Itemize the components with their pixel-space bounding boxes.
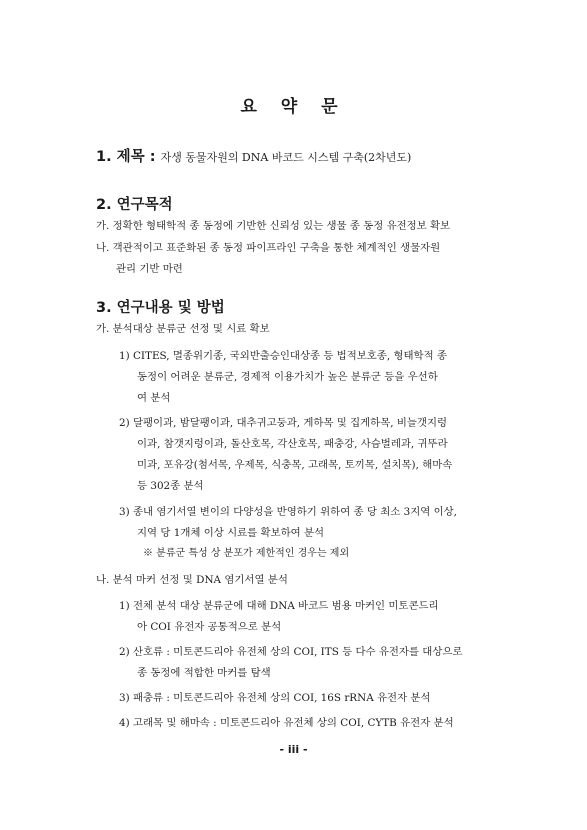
footnote: ※ 분류군 특성 상 분포가 제한적인 경우는 제외 (143, 548, 350, 559)
list-item-cont: 등 302종 분석 (137, 480, 204, 492)
list-item-cont: 지역 당 1개체 이상 시료를 확보하여 분석 (137, 527, 325, 539)
list-item-cont: 동정이 어려운 분류군, 경제적 이용가치가 높은 분류군 등을 우선하 (137, 371, 438, 383)
list-item: 2) 산호류 : 미토콘드리아 유전체 상의 COI, ITS 등 다수 유전자를 대상으로 (119, 646, 463, 658)
list-item-cont: 아 COI 유전자 공통적으로 분석 (137, 621, 282, 633)
list-item: 1) 전체 분석 대상 분류군에 대해 DNA 바코드 범용 마커인 미토콘드리 (119, 600, 439, 612)
list-item: 3) 패충류 : 미토콘드리아 유전체 상의 COI, 16S rRNA 유전자 분석 (119, 692, 431, 704)
section-2-item: 가. 정확한 형태학적 종 동정에 기반한 신뢰성 있는 생물 종 동정 유전정보 확보 (96, 220, 451, 232)
list-item-cont: 미과, 포유강(첨서목, 우제목, 식충목, 고래목, 토끼목, 설치목), 해마속 (137, 459, 453, 471)
list-item: 2) 달팽이과, 밤달팽이과, 대추귀고둥과, 게하목 및 집게하목, 비늘갯지렁 (119, 417, 448, 429)
section-2-item: 나. 객관적이고 표준화된 종 동정 파이프라인 구축을 통한 체계적인 생물자원 (96, 242, 441, 254)
section-3-subheading-b: 나. 분석 마커 선정 및 DNA 염기서열 분석 (96, 574, 288, 586)
section-2-heading: 2. 연구목적 (96, 197, 173, 213)
section-1-heading (96, 145, 411, 166)
section-3-subheading-a: 가. 분석대상 분류군 선정 및 시료 확보 (96, 323, 270, 335)
list-item: 4) 고래목 및 해마속 : 미토콘드리아 유전체 상의 COI, CYTB 유전자 분석 (119, 717, 454, 729)
list-item: 1) CITES, 멸종위기종, 국외반출승인대상종 등 법적보호종, 형태학적 종 (119, 350, 447, 362)
page-number: - iii - (279, 743, 308, 756)
section-1-text: 자생 동물자원의 DNA 바코드 시스템 구축(2차년도) (160, 151, 412, 164)
section-1-label: 1. 제목 : (96, 149, 161, 165)
section-2-item-cont: 관리 기반 마련 (116, 263, 183, 275)
list-item-cont: 여 분석 (137, 392, 171, 404)
list-item: 3) 종내 염기서열 변이의 다양성을 반영하기 위하여 종 당 최소 3지역 이상, (119, 506, 457, 518)
list-item-cont: 이과, 참갯지렁이과, 돌산호목, 각산호목, 패충강, 사슴벌레과, 귀뚜라 (137, 438, 448, 450)
section-3-heading: 3. 연구내용 및 방법 (96, 300, 225, 316)
page-title: 요 약 문 (240, 97, 347, 117)
list-item-cont: 종 동정에 적합한 마커를 탐색 (137, 667, 271, 679)
